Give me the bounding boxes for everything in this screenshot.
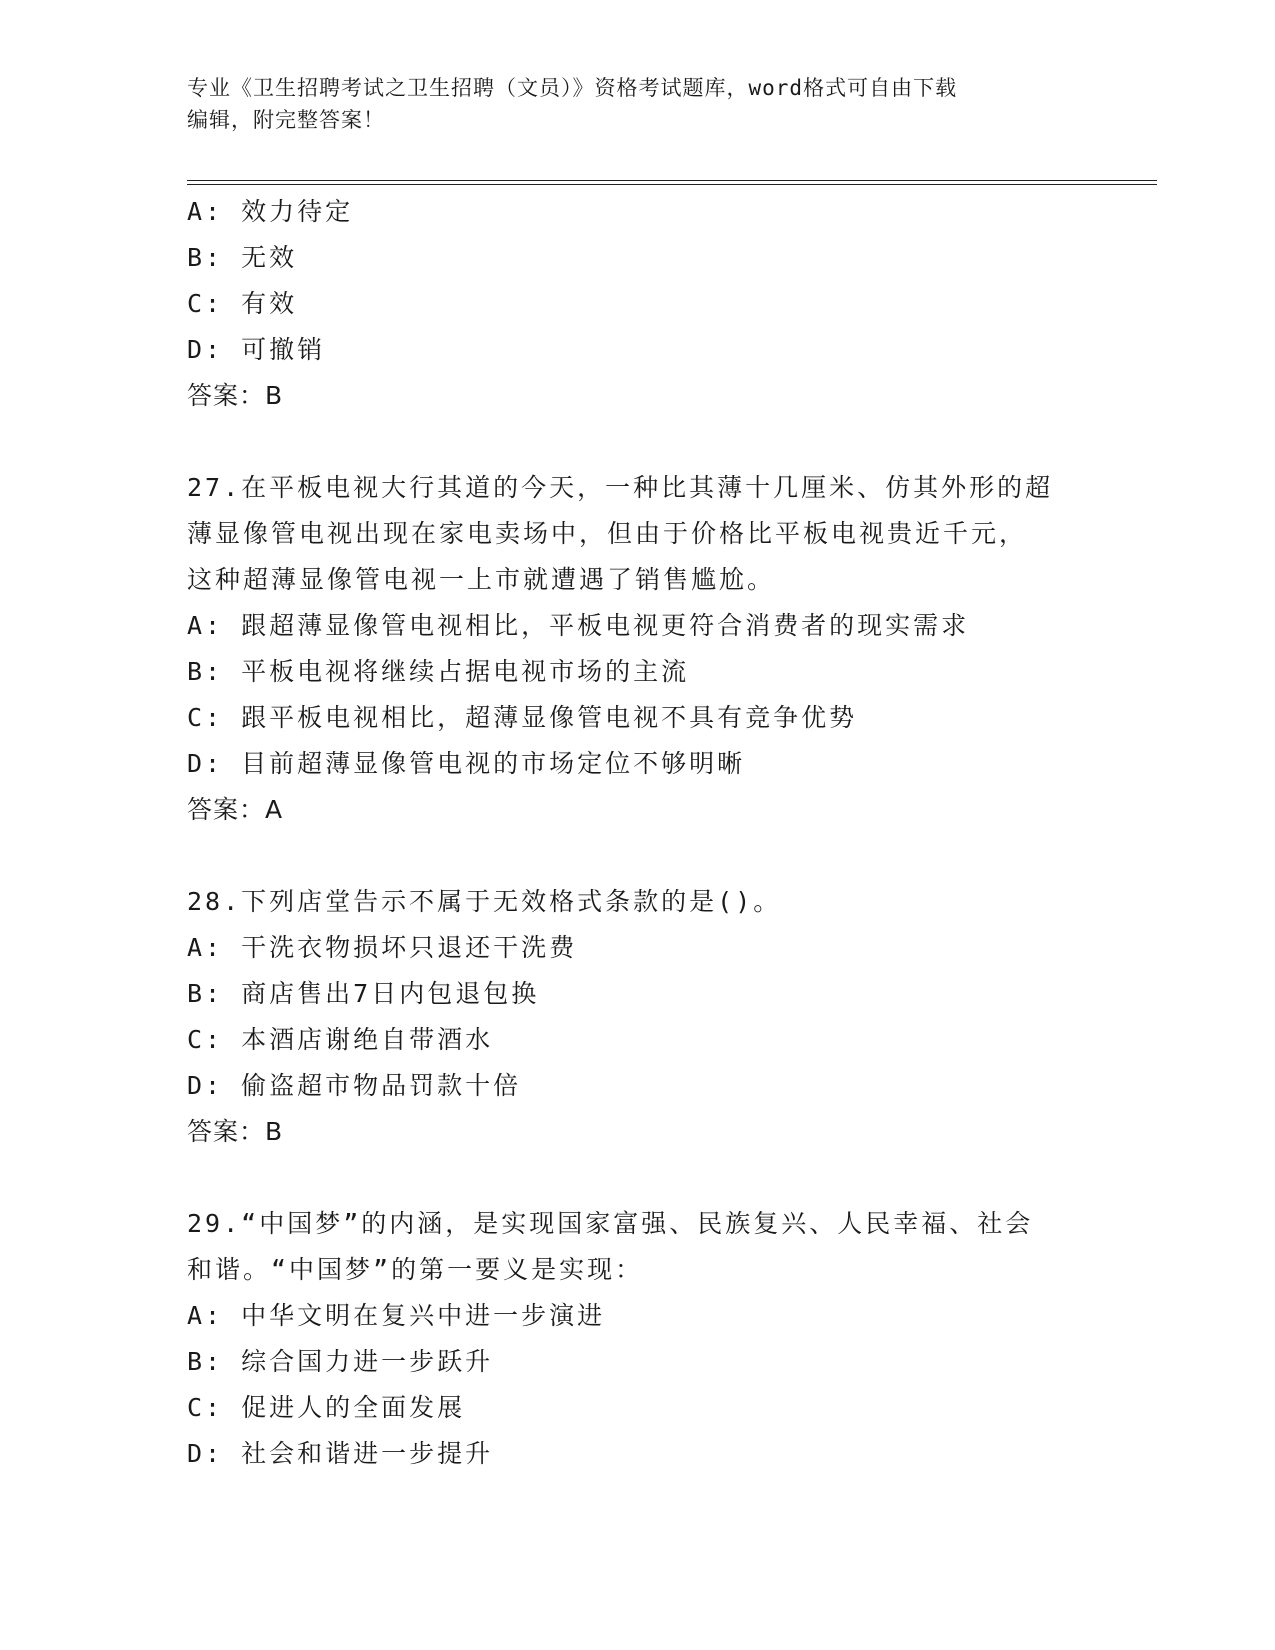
answer: 答案：B bbox=[187, 381, 284, 410]
option-a: A: 效力待定 bbox=[187, 197, 354, 226]
header-line-1: 专业《卫生招聘考试之卫生招聘（文员）》资格考试题库，word格式可自由下载 bbox=[187, 76, 958, 100]
option-a: A: 干洗衣物损坏只退还干洗费 bbox=[187, 933, 578, 962]
option-a: A: 中华文明在复兴中进一步演进 bbox=[187, 1301, 606, 1330]
question-text-line: 28.下列店堂告示不属于无效格式条款的是()。 bbox=[187, 887, 782, 916]
question-26 bbox=[187, 189, 1087, 419]
option-a: A: 跟超薄显像管电视相比，平板电视更符合消费者的现实需求 bbox=[187, 611, 970, 640]
header-divider-bottom bbox=[187, 184, 1157, 185]
answer: 答案：B bbox=[187, 1117, 284, 1146]
option-b: B: 无效 bbox=[187, 243, 298, 272]
answer: 答案：A bbox=[187, 795, 284, 824]
option-d: D: 偷盗超市物品罚款十倍 bbox=[187, 1071, 522, 1100]
question-28 bbox=[187, 879, 1087, 1155]
option-b: B: 平板电视将继续占据电视市场的主流 bbox=[187, 657, 690, 686]
option-b: B: 商店售出7日内包退包换 bbox=[187, 979, 540, 1008]
option-c: C: 促进人的全面发展 bbox=[187, 1393, 466, 1422]
option-d: D: 可撤销 bbox=[187, 335, 326, 364]
question-text-line: 27.在平板电视大行其道的今天，一种比其薄十几厘米、仿其外形的超 bbox=[187, 473, 1054, 502]
option-b: B: 综合国力进一步跃升 bbox=[187, 1347, 494, 1376]
question-29 bbox=[187, 1201, 1087, 1477]
question-text-line: 薄显像管电视出现在家电卖场中，但由于价格比平板电视贵近千元， bbox=[187, 519, 1028, 548]
question-text-line: 29.“中国梦”的内涵，是实现国家富强、民族复兴、人民幸福、社会 bbox=[187, 1209, 1034, 1238]
option-d: D: 社会和谐进一步提升 bbox=[187, 1439, 494, 1468]
document-header bbox=[187, 72, 1087, 136]
question-list bbox=[187, 189, 1087, 1477]
header-divider-top bbox=[187, 180, 1157, 181]
question-27 bbox=[187, 465, 1087, 833]
option-c: C: 有效 bbox=[187, 289, 298, 318]
question-text-line: 这种超薄显像管电视一上市就遭遇了销售尴尬。 bbox=[187, 565, 776, 594]
header-line-2: 编辑，附完整答案！ bbox=[187, 108, 385, 132]
option-c: C: 跟平板电视相比，超薄显像管电视不具有竞争优势 bbox=[187, 703, 858, 732]
option-c: C: 本酒店谢绝自带酒水 bbox=[187, 1025, 494, 1054]
option-d: D: 目前超薄显像管电视的市场定位不够明晰 bbox=[187, 749, 746, 778]
question-text-line: 和谐。“中国梦”的第一要义是实现： bbox=[187, 1255, 644, 1284]
